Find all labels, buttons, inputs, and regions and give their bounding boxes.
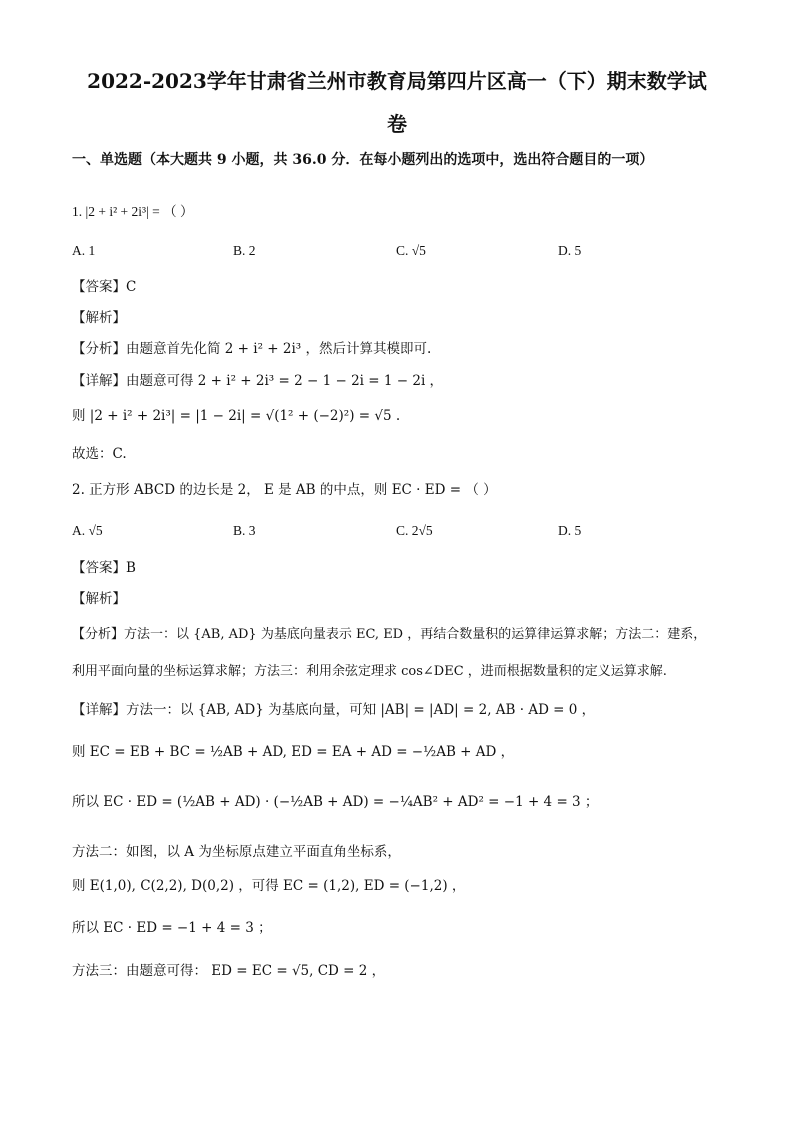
q1-option-b: B. 2 — [233, 243, 256, 258]
q2-answer: 【答案】B — [72, 560, 136, 576]
q1-step-2: 则 |2 + i² + 2i³| = |1 − 2i| = √(1² + (−2)²) = √5 . — [72, 408, 401, 424]
q2-option-a: A. √5 — [72, 523, 103, 538]
q2-fenxi-2: 利用平面向量的坐标运算求解；方法三：利用余弦定理求 cos∠DEC ，进而根据数量积的定义运算求解. — [72, 664, 667, 679]
q2-option-c: C. 2√5 — [396, 523, 433, 538]
q2-xiangjie-1: 【详解】方法一：以 {AB, AD} 为基底向量，可知 |AB| = |AD| = 2, AB · AD = 0 ， — [72, 702, 596, 718]
q2-xiangjie-2: 则 EC = EB + BC = ½AB + AD, ED = EA + AD = −½AB + AD ， — [72, 744, 515, 760]
q1-option-a: A. 1 — [72, 243, 96, 258]
q1-choice: 故选：C. — [72, 446, 127, 462]
q1-option-c: C. √5 — [396, 243, 426, 258]
q2-method-2b: 则 E(1,0), C(2,2), D(0,2) ，可得 EC = (1,2), ED = (−1,2) ， — [72, 878, 466, 894]
q1-stem: 1. |2 + i² + 2i³| = （ ） — [72, 204, 194, 219]
q1-option-d: D. 5 — [558, 243, 582, 258]
q2-option-d: D. 5 — [558, 523, 582, 538]
q2-stem: 2. 正方形 ABCD 的边长是 2， E 是 AB 的中点，则 EC · ED = （ ） — [72, 482, 497, 498]
q1-fenxi: 【分析】由题意首先化简 2 + i² + 2i³ ，然后计算其模即可. — [72, 341, 432, 357]
q2-fenxi-1: 【分析】方法一：以 {AB, AD} 为基底向量表示 EC, ED ，再结合数量积的运算律运算求解；方法二：建系， — [72, 627, 707, 642]
q2-method-2c: 所以 EC · ED = −1 + 4 = 3 ； — [72, 920, 272, 936]
q2-option-b: B. 3 — [233, 523, 256, 538]
page-title-line-2: 卷 — [387, 112, 407, 136]
q2-method-3: 方法三：由题意可得： ED = EC = √5, CD = 2 ， — [72, 963, 386, 979]
q1-analysis-label: 【解析】 — [72, 310, 126, 326]
q2-method-2a: 方法二：如图，以 A 为坐标原点建立平面直角坐标系， — [72, 844, 401, 860]
q1-xiangjie: 【详解】由题意可得 2 + i² + 2i³ = 2 − 1 − 2i = 1 − 2i ， — [72, 373, 444, 389]
page-title-line-1: 2022-2023学年甘肃省兰州市教育局第四片区高一（下）期末数学试 — [87, 69, 707, 93]
q2-analysis-label: 【解析】 — [72, 591, 126, 607]
q1-answer: 【答案】C — [72, 279, 137, 295]
q2-xiangjie-3: 所以 EC · ED = (½AB + AD) · (−½AB + AD) = −¼AB² + AD² = −1 + 4 = 3 ； — [72, 794, 599, 810]
section-heading: 一、单选题（本大题共 9 小题，共 36.0 分．在每小题列出的选项中，选出符合题目的一项） — [72, 152, 654, 168]
